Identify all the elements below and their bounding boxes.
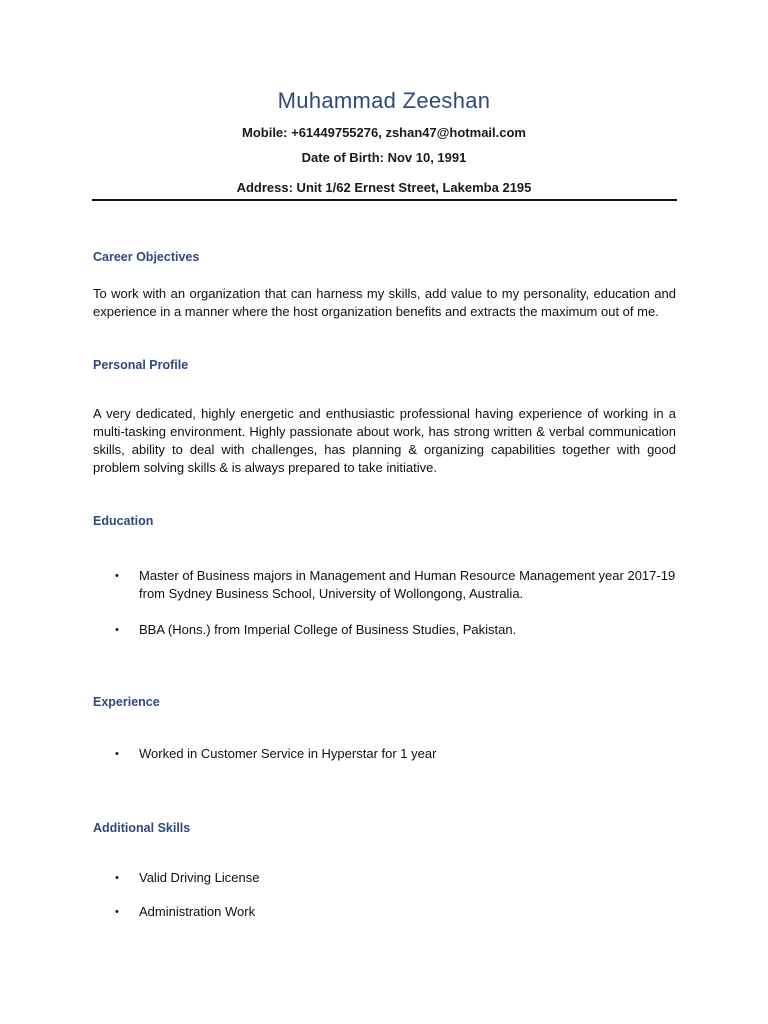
personal-profile-text: A very dedicated, highly energetic and enthusiastic professional having experience of working in a multi-tasking environment. Highly passionate about work, has strong written & verbal communication skills, ability to deal with challenges, has planning & organizing capabilities together with good problem solving skills & is always prepared to take initiative.	[93, 406, 676, 475]
address: Address: Unit 1/62 Ernest Street, Lakemba 2195	[236, 180, 532, 195]
education-list	[93, 567, 676, 639]
header-divider	[92, 199, 677, 201]
skill-item-text: Valid Driving License	[139, 870, 260, 885]
education-item-text: BBA (Hons.) from Imperial College of Business Studies, Pakistan.	[139, 622, 517, 637]
personal-profile-heading: Personal Profile	[93, 358, 189, 372]
experience-heading: Experience	[93, 695, 160, 709]
list-item	[93, 903, 676, 921]
career-objectives-text: To work with an organization that can harness my skills, add value to my personality, education and experience in a manner where the host organization benefits and extracts the maximum out of me.	[93, 286, 676, 319]
bullet-icon: •	[115, 872, 119, 884]
bullet-icon: •	[115, 748, 119, 760]
bullet-icon: •	[115, 906, 119, 918]
contact-mobile-email: Mobile: +61449755276, zshan47@hotmail.com	[242, 125, 526, 140]
bullet-icon: •	[115, 570, 119, 582]
list-item	[93, 621, 676, 639]
additional-skills-heading: Additional Skills	[93, 821, 191, 835]
skill-item-text: Administration Work	[139, 904, 256, 919]
education-heading: Education	[93, 514, 154, 528]
candidate-name: Muhammad Zeeshan	[277, 88, 491, 113]
bullet-icon: •	[115, 624, 119, 636]
date-of-birth: Date of Birth: Nov 10, 1991	[301, 150, 467, 165]
career-objectives-heading: Career Objectives	[93, 250, 200, 264]
skills-list	[93, 869, 676, 921]
experience-list	[93, 745, 676, 763]
education-item-text: Master of Business majors in Management and Human Resource Management year 2017-19 from Sydney Business School, University of Wollongong, Australia.	[139, 568, 676, 601]
experience-item-text: Worked in Customer Service in Hyperstar for 1 year	[139, 746, 437, 761]
list-item	[93, 745, 676, 763]
list-item	[93, 567, 676, 603]
list-item	[93, 869, 676, 887]
